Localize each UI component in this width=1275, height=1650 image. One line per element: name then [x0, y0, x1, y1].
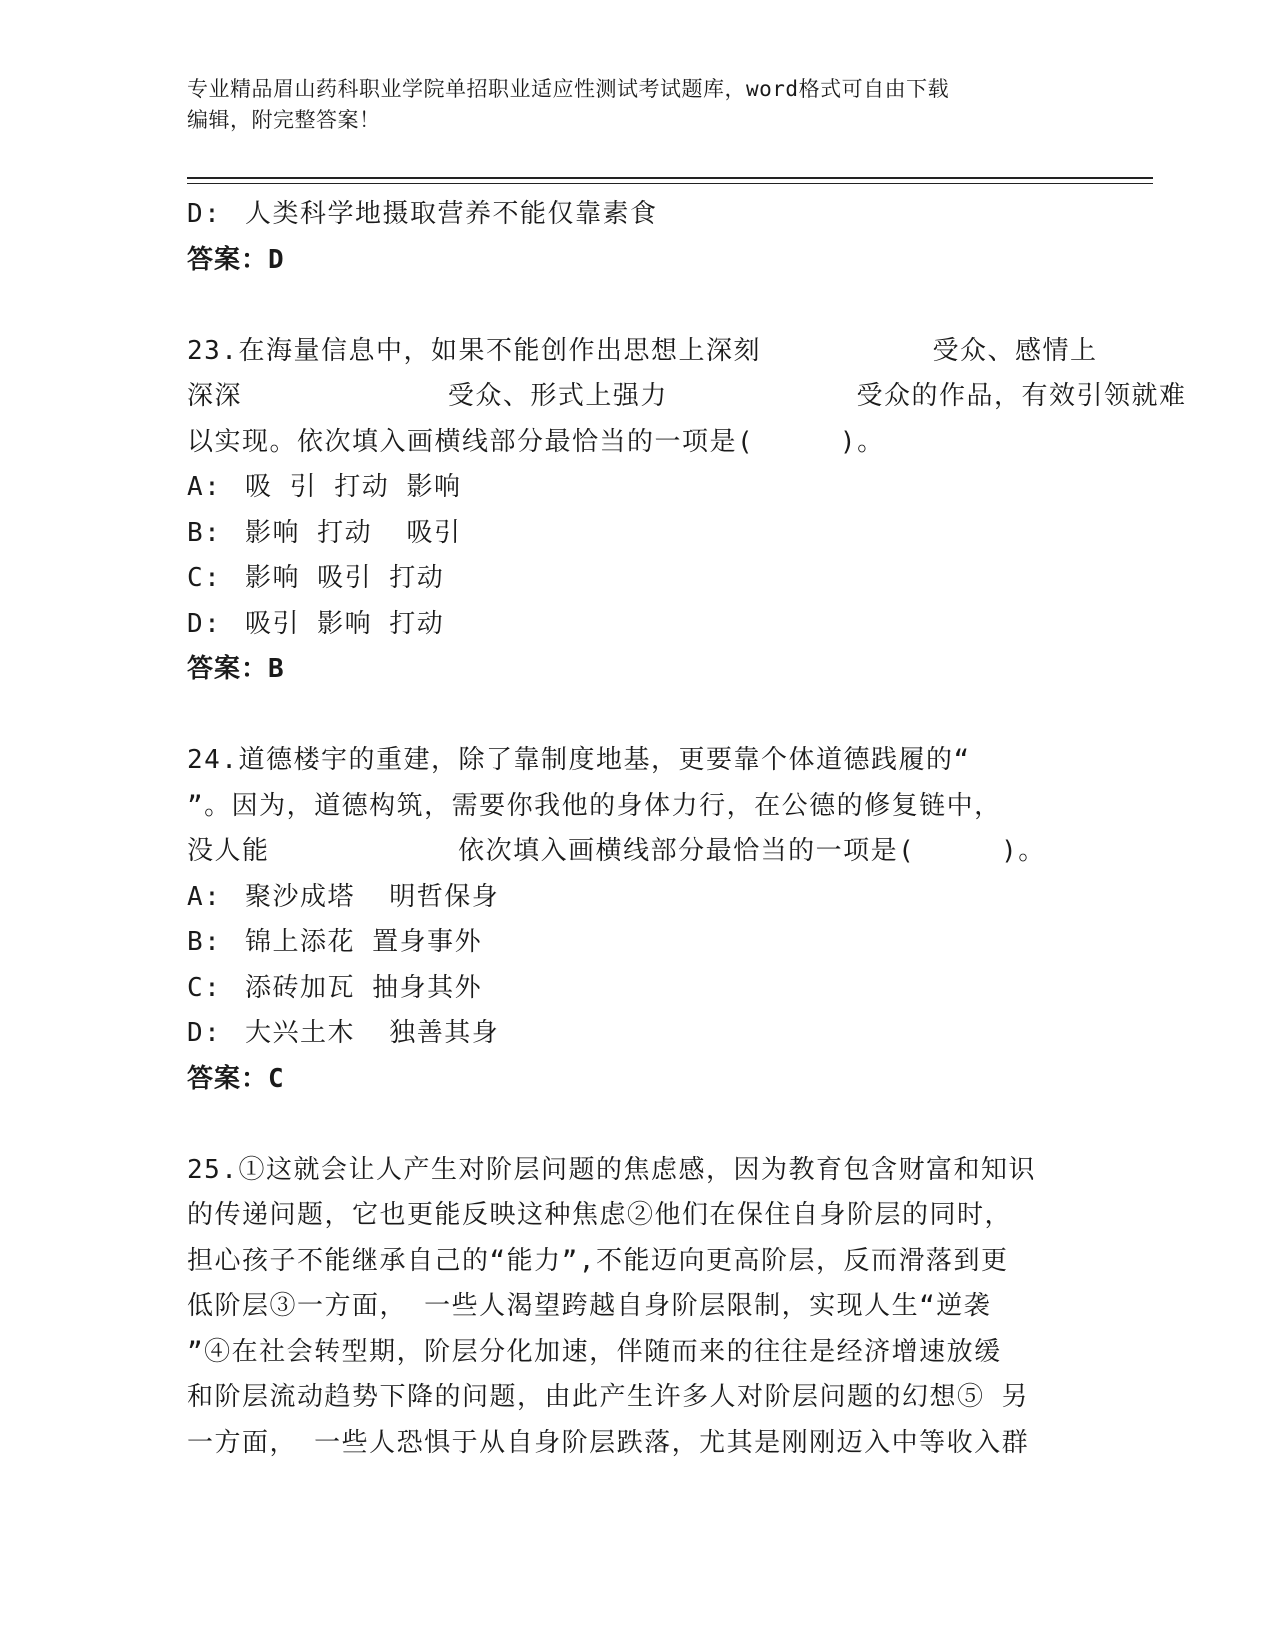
- header-line-2: 编辑，附完整答案！: [187, 108, 381, 132]
- q23-option-b: [187, 511, 1087, 557]
- q25-stem-line-6: 和阶层流动趋势下降的问题，由此产生许多人对阶层问题的幻想⑤ 另: [187, 1382, 1030, 1412]
- option-key: C:: [187, 563, 222, 593]
- q23-option-c: [187, 556, 1087, 602]
- option-text: 影响 打动 吸引: [245, 517, 462, 548]
- q23-option-d: [187, 602, 1087, 648]
- option-text: 添砖加瓦 抽身其外: [245, 972, 483, 1003]
- option-key: D:: [187, 199, 222, 229]
- q23-stem-line-2: 深深 受众、形式上强力 受众的作品，有效引领就难: [187, 381, 1187, 411]
- q23-stem-line-1: 23.在海量信息中，如果不能创作出思想上深刻 受众、感情上: [187, 335, 1098, 366]
- q25-stem-line-7: 一方面， 一些人恐惧于从自身阶层跌落，尤其是刚刚迈入中等收入群: [187, 1427, 1030, 1458]
- q25-stem-line-2: 的传递问题，它也更能反映这种焦虑②他们在保住自身阶层的同时，: [187, 1200, 1013, 1230]
- option-text: 吸引 影响 打动: [245, 608, 445, 639]
- option-text: 吸 引 打动 影响: [245, 472, 462, 502]
- q24-option-b: [187, 920, 1087, 966]
- option-text: 大兴土木 独善其身: [245, 1018, 500, 1048]
- option-key: C:: [187, 972, 222, 1003]
- page-header: [187, 74, 1087, 136]
- q23-option-a: [187, 465, 1087, 511]
- option-text: 影响 吸引 打动: [245, 563, 445, 593]
- spacer: [187, 1102, 1087, 1148]
- q24-stem-line-2: ”。因为，道德构筑，需要你我他的身体力行，在公德的修复链中，: [187, 790, 1002, 821]
- option-text: 锦上添花 置身事外: [245, 927, 483, 957]
- q24-stem-line-1: 24.道德楼宇的重建，除了靠制度地基，更要靠个体道德践履的“: [187, 745, 971, 775]
- q23-stem-line-3: 以实现。依次填入画横线部分最恰当的一项是( )。: [187, 426, 885, 457]
- document-body: [187, 192, 1187, 1466]
- q24-option-c: [187, 966, 1087, 1012]
- option-text: 人类科学地摄取营养不能仅靠素食: [245, 199, 658, 229]
- header-line-1: 专业精品眉山药科职业学院单招职业适应性测试考试题库，word格式可自由下载: [187, 77, 950, 101]
- header-rule-thin: [187, 183, 1153, 184]
- q25-stem-line-1: 25.①这就会让人产生对阶层问题的焦虑感，因为教育包含财富和知识: [187, 1154, 1036, 1185]
- option-key: D:: [187, 1018, 222, 1048]
- option-key: A:: [187, 472, 222, 502]
- option-key: D:: [187, 608, 222, 639]
- q22-option-d: [187, 192, 1087, 238]
- q25-stem-line-4: 低阶层③一方面， 一些人渴望跨越自身阶层限制，实现人生“逆袭: [187, 1291, 992, 1321]
- option-text: 聚沙成塔 明哲保身: [245, 881, 500, 912]
- q25-stem-line-5: ”④在社会转型期，阶层分化加速，伴随而来的往往是经济增速放缓: [187, 1336, 1002, 1367]
- option-key: A:: [187, 881, 222, 912]
- option-key: B:: [187, 517, 222, 548]
- q24-option-a: [187, 875, 1087, 921]
- spacer: [187, 693, 1087, 739]
- q24-option-d: [187, 1011, 1087, 1057]
- header-rule-thick: [187, 177, 1153, 179]
- option-key: B:: [187, 927, 222, 957]
- q22-answer: 答案：D: [187, 244, 285, 275]
- q25-stem-line-3: 担心孩子不能继承自己的“能力”,不能迈向更高阶层，反而滑落到更: [187, 1245, 1009, 1276]
- q24-stem-line-3: 没人能 依次填入画横线部分最恰当的一项是( )。: [187, 836, 1046, 866]
- spacer: [187, 283, 1087, 329]
- q23-answer: 答案：B: [187, 654, 285, 684]
- q24-answer: 答案：C: [187, 1063, 285, 1094]
